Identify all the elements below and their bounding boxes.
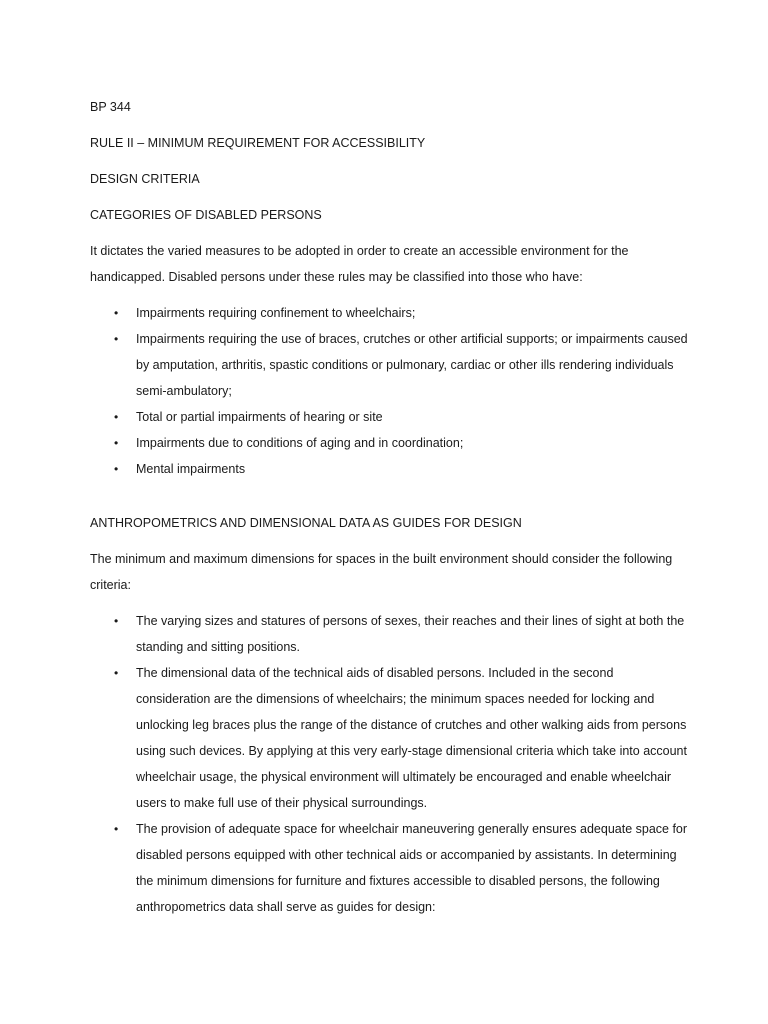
list-item-text: The varying sizes and statures of persons of sexes, their reaches and their lines of sight at both the standing and sitting positions. [136, 614, 685, 654]
bullet-icon: • [114, 666, 119, 680]
criteria-list [90, 608, 690, 920]
bullet-icon: • [114, 462, 119, 476]
list-item [90, 816, 690, 920]
document-page [90, 94, 690, 930]
list-item [90, 430, 690, 456]
bullet-icon: • [114, 410, 119, 424]
list-item-text: The dimensional data of the technical aids of disabled persons. Included in the second consideration are the dimensions of wheelchairs; the minimum spaces needed for locking and unlocking leg braces plus the range of the distance of crutches and other walking aids from persons using such devices. By applying at this very early-stage dimensional criteria which take into account wheelchair usage, the physical environment will ultimately be encouraged and enable wheelchair users to make full use of their physical surroundings. [136, 666, 687, 810]
list-item [90, 660, 690, 816]
list-item-text: Impairments requiring confinement to wheelchairs; [136, 306, 416, 320]
section-title: DESIGN CRITERIA [90, 172, 200, 186]
document-code: BP 344 [90, 100, 131, 114]
list-item-text: Impairments due to conditions of aging and in coordination; [136, 436, 464, 450]
intro-paragraph: It dictates the varied measures to be adopted in order to create an accessible environment for the handicapped. Disabled persons under these rules may be classified into those who have: [90, 244, 629, 284]
anthropometrics-paragraph: The minimum and maximum dimensions for spaces in the built environment should consider the following criteria: [90, 552, 673, 592]
list-item [90, 300, 690, 326]
list-item [90, 404, 690, 430]
bullet-icon: • [114, 332, 119, 346]
rule-title: RULE II – MINIMUM REQUIREMENT FOR ACCESSIBILITY [90, 136, 426, 150]
subsection-title: CATEGORIES OF DISABLED PERSONS [90, 208, 322, 222]
list-item-text: Impairments requiring the use of braces, crutches or other artificial supports; or impairments caused by amputation, arthritis, spastic conditions or pulmonary, cardiac or other ills rendering individuals semi-ambulatory; [136, 332, 688, 398]
list-item-text: Total or partial impairments of hearing or site [136, 410, 383, 424]
list-item-text: Mental impairments [136, 462, 246, 476]
bullet-icon: • [114, 614, 119, 628]
bullet-icon: • [114, 436, 119, 450]
list-item-text: The provision of adequate space for wheelchair maneuvering generally ensures adequate space for disabled persons equipped with other technical aids or accompanied by assistants. In determining the minimum dimensions for furniture and fixtures accessible to disabled persons, the following anthropometrics data shall serve as guides for design: [136, 822, 688, 914]
list-item [90, 608, 690, 660]
bullet-icon: • [114, 822, 119, 836]
list-item [90, 456, 690, 482]
anthropometrics-title: ANTHROPOMETRICS AND DIMENSIONAL DATA AS GUIDES FOR DESIGN [90, 516, 522, 530]
list-item [90, 326, 690, 404]
section-spacer [90, 492, 690, 510]
categories-list [90, 300, 690, 482]
bullet-icon: • [114, 306, 119, 320]
